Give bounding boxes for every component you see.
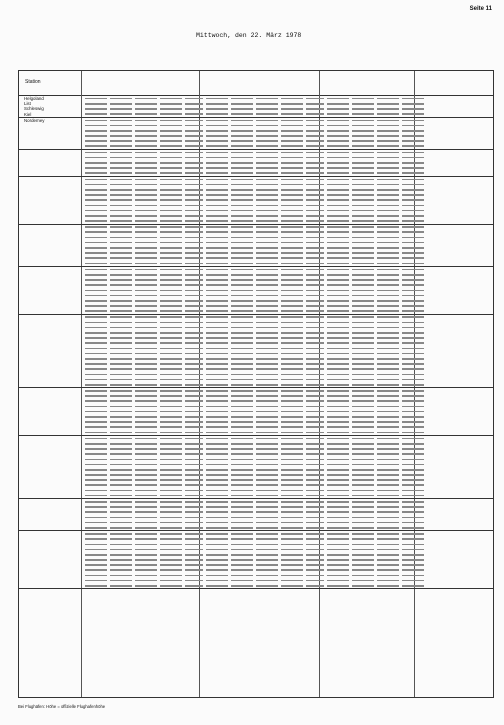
station-group — [19, 388, 493, 436]
illegible-code-placeholder — [85, 554, 487, 556]
illegible-code-placeholder — [85, 152, 487, 154]
table-row — [19, 171, 493, 176]
station-group — [19, 436, 493, 499]
table-row — [19, 112, 493, 117]
illegible-code-placeholder — [85, 290, 487, 292]
station-group — [19, 267, 493, 315]
illegible-code-placeholder — [85, 210, 487, 212]
illegible-code-placeholder — [85, 474, 487, 476]
illegible-code-placeholder — [85, 184, 487, 186]
illegible-code-placeholder — [85, 215, 487, 217]
illegible-code-placeholder — [85, 162, 487, 164]
illegible-code-placeholder — [85, 310, 487, 312]
illegible-code-placeholder — [85, 220, 487, 222]
illegible-code-placeholder — [85, 353, 487, 355]
table-row — [19, 261, 493, 266]
illegible-code-placeholder — [85, 448, 487, 450]
illegible-code-placeholder — [85, 226, 487, 228]
illegible-code-placeholder — [85, 544, 487, 546]
station-groups — [19, 96, 493, 697]
illegible-code-placeholder — [85, 580, 487, 582]
table-row — [19, 382, 493, 387]
illegible-code-placeholder — [85, 469, 487, 471]
station-group — [19, 177, 493, 225]
illegible-code-placeholder — [85, 517, 487, 519]
illegible-code-placeholder — [85, 342, 487, 344]
illegible-code-placeholder — [85, 421, 487, 423]
illegible-code-placeholder — [85, 179, 487, 181]
date-line: Mittwoch, den 22. März 1978 — [196, 32, 302, 39]
station-name: Schleswig — [24, 106, 44, 112]
illegible-code-placeholder — [85, 522, 487, 524]
illegible-code-placeholder — [85, 295, 487, 297]
illegible-code-placeholder — [85, 237, 487, 239]
illegible-code-placeholder — [85, 189, 487, 191]
illegible-code-placeholder — [85, 194, 487, 196]
illegible-code-placeholder — [85, 332, 487, 334]
illegible-code-placeholder — [85, 199, 487, 201]
illegible-code-placeholder — [85, 374, 487, 376]
illegible-code-placeholder — [85, 559, 487, 561]
illegible-code-placeholder — [85, 533, 487, 535]
illegible-code-placeholder — [85, 585, 487, 587]
illegible-code-placeholder — [85, 395, 487, 397]
station-group — [19, 150, 493, 177]
illegible-code-placeholder — [85, 108, 487, 110]
illegible-code-placeholder — [85, 479, 487, 481]
illegible-code-placeholder — [85, 305, 487, 307]
illegible-code-placeholder — [85, 135, 487, 137]
illegible-code-placeholder — [85, 358, 487, 360]
illegible-code-placeholder — [85, 348, 487, 350]
illegible-code-placeholder — [85, 490, 487, 492]
illegible-code-placeholder — [85, 103, 487, 105]
illegible-code-placeholder — [85, 284, 487, 286]
illegible-code-placeholder — [85, 269, 487, 271]
illegible-code-placeholder — [85, 252, 487, 254]
illegible-code-placeholder — [85, 564, 487, 566]
illegible-code-placeholder — [85, 157, 487, 159]
illegible-code-placeholder — [85, 459, 487, 461]
table-row — [19, 493, 493, 498]
station-name: Helgoland — [24, 96, 44, 101]
table-row — [19, 309, 493, 314]
illegible-code-placeholder — [85, 575, 487, 577]
illegible-code-placeholder — [85, 549, 487, 551]
illegible-code-placeholder — [85, 167, 487, 169]
station-column-header: Station — [25, 79, 41, 85]
illegible-code-placeholder — [85, 464, 487, 466]
illegible-code-placeholder — [85, 300, 487, 302]
table-row — [19, 583, 493, 588]
illegible-code-placeholder — [85, 125, 487, 127]
illegible-code-placeholder — [85, 316, 487, 318]
station-name: Norderney — [24, 117, 45, 123]
table-header — [19, 71, 493, 96]
illegible-code-placeholder — [85, 416, 487, 418]
station-group — [19, 499, 493, 531]
illegible-code-placeholder — [85, 443, 487, 445]
illegible-code-placeholder — [85, 113, 487, 115]
table-row — [19, 525, 493, 530]
illegible-code-placeholder — [85, 569, 487, 571]
illegible-code-placeholder — [85, 400, 487, 402]
illegible-code-placeholder — [85, 322, 487, 324]
station-group — [19, 96, 493, 118]
page-number: Seite 11 — [469, 6, 492, 12]
illegible-code-placeholder — [85, 231, 487, 233]
illegible-code-placeholder — [85, 145, 487, 147]
station-group — [19, 118, 493, 150]
table-row — [19, 144, 493, 149]
illegible-code-placeholder — [85, 205, 487, 207]
illegible-code-placeholder — [85, 438, 487, 440]
illegible-code-placeholder — [85, 501, 487, 503]
table-row — [19, 430, 493, 435]
illegible-code-placeholder — [85, 426, 487, 428]
illegible-code-placeholder — [85, 368, 487, 370]
illegible-code-placeholder — [85, 279, 487, 281]
illegible-code-placeholder — [85, 247, 487, 249]
illegible-code-placeholder — [85, 406, 487, 408]
illegible-code-placeholder — [85, 172, 487, 174]
footnote: Bei Flughäfen: Höhe = offizielle Flughafenhöhe — [18, 704, 106, 709]
station-name: Kiel — [24, 111, 32, 117]
illegible-code-placeholder — [85, 432, 487, 434]
illegible-code-placeholder — [85, 453, 487, 455]
illegible-code-placeholder — [85, 337, 487, 339]
illegible-code-placeholder — [85, 538, 487, 540]
illegible-code-placeholder — [85, 263, 487, 265]
illegible-code-placeholder — [85, 363, 487, 365]
illegible-code-placeholder — [85, 242, 487, 244]
illegible-code-placeholder — [85, 379, 487, 381]
illegible-code-placeholder — [85, 495, 487, 497]
station-group — [19, 225, 493, 268]
illegible-code-placeholder — [85, 274, 487, 276]
illegible-code-placeholder — [85, 411, 487, 413]
illegible-code-placeholder — [85, 98, 487, 100]
illegible-code-placeholder — [85, 327, 487, 329]
illegible-code-placeholder — [85, 120, 487, 122]
illegible-code-placeholder — [85, 140, 487, 142]
illegible-code-placeholder — [85, 484, 487, 486]
illegible-code-placeholder — [85, 257, 487, 259]
illegible-code-placeholder — [85, 511, 487, 513]
weather-table — [18, 70, 494, 698]
illegible-code-placeholder — [85, 390, 487, 392]
station-group — [19, 531, 493, 589]
station-group — [19, 315, 493, 389]
illegible-code-placeholder — [85, 527, 487, 529]
illegible-code-placeholder — [85, 506, 487, 508]
illegible-code-placeholder — [85, 384, 487, 386]
table-row — [19, 218, 493, 223]
illegible-code-placeholder — [85, 130, 487, 132]
station-name: List — [24, 101, 31, 107]
